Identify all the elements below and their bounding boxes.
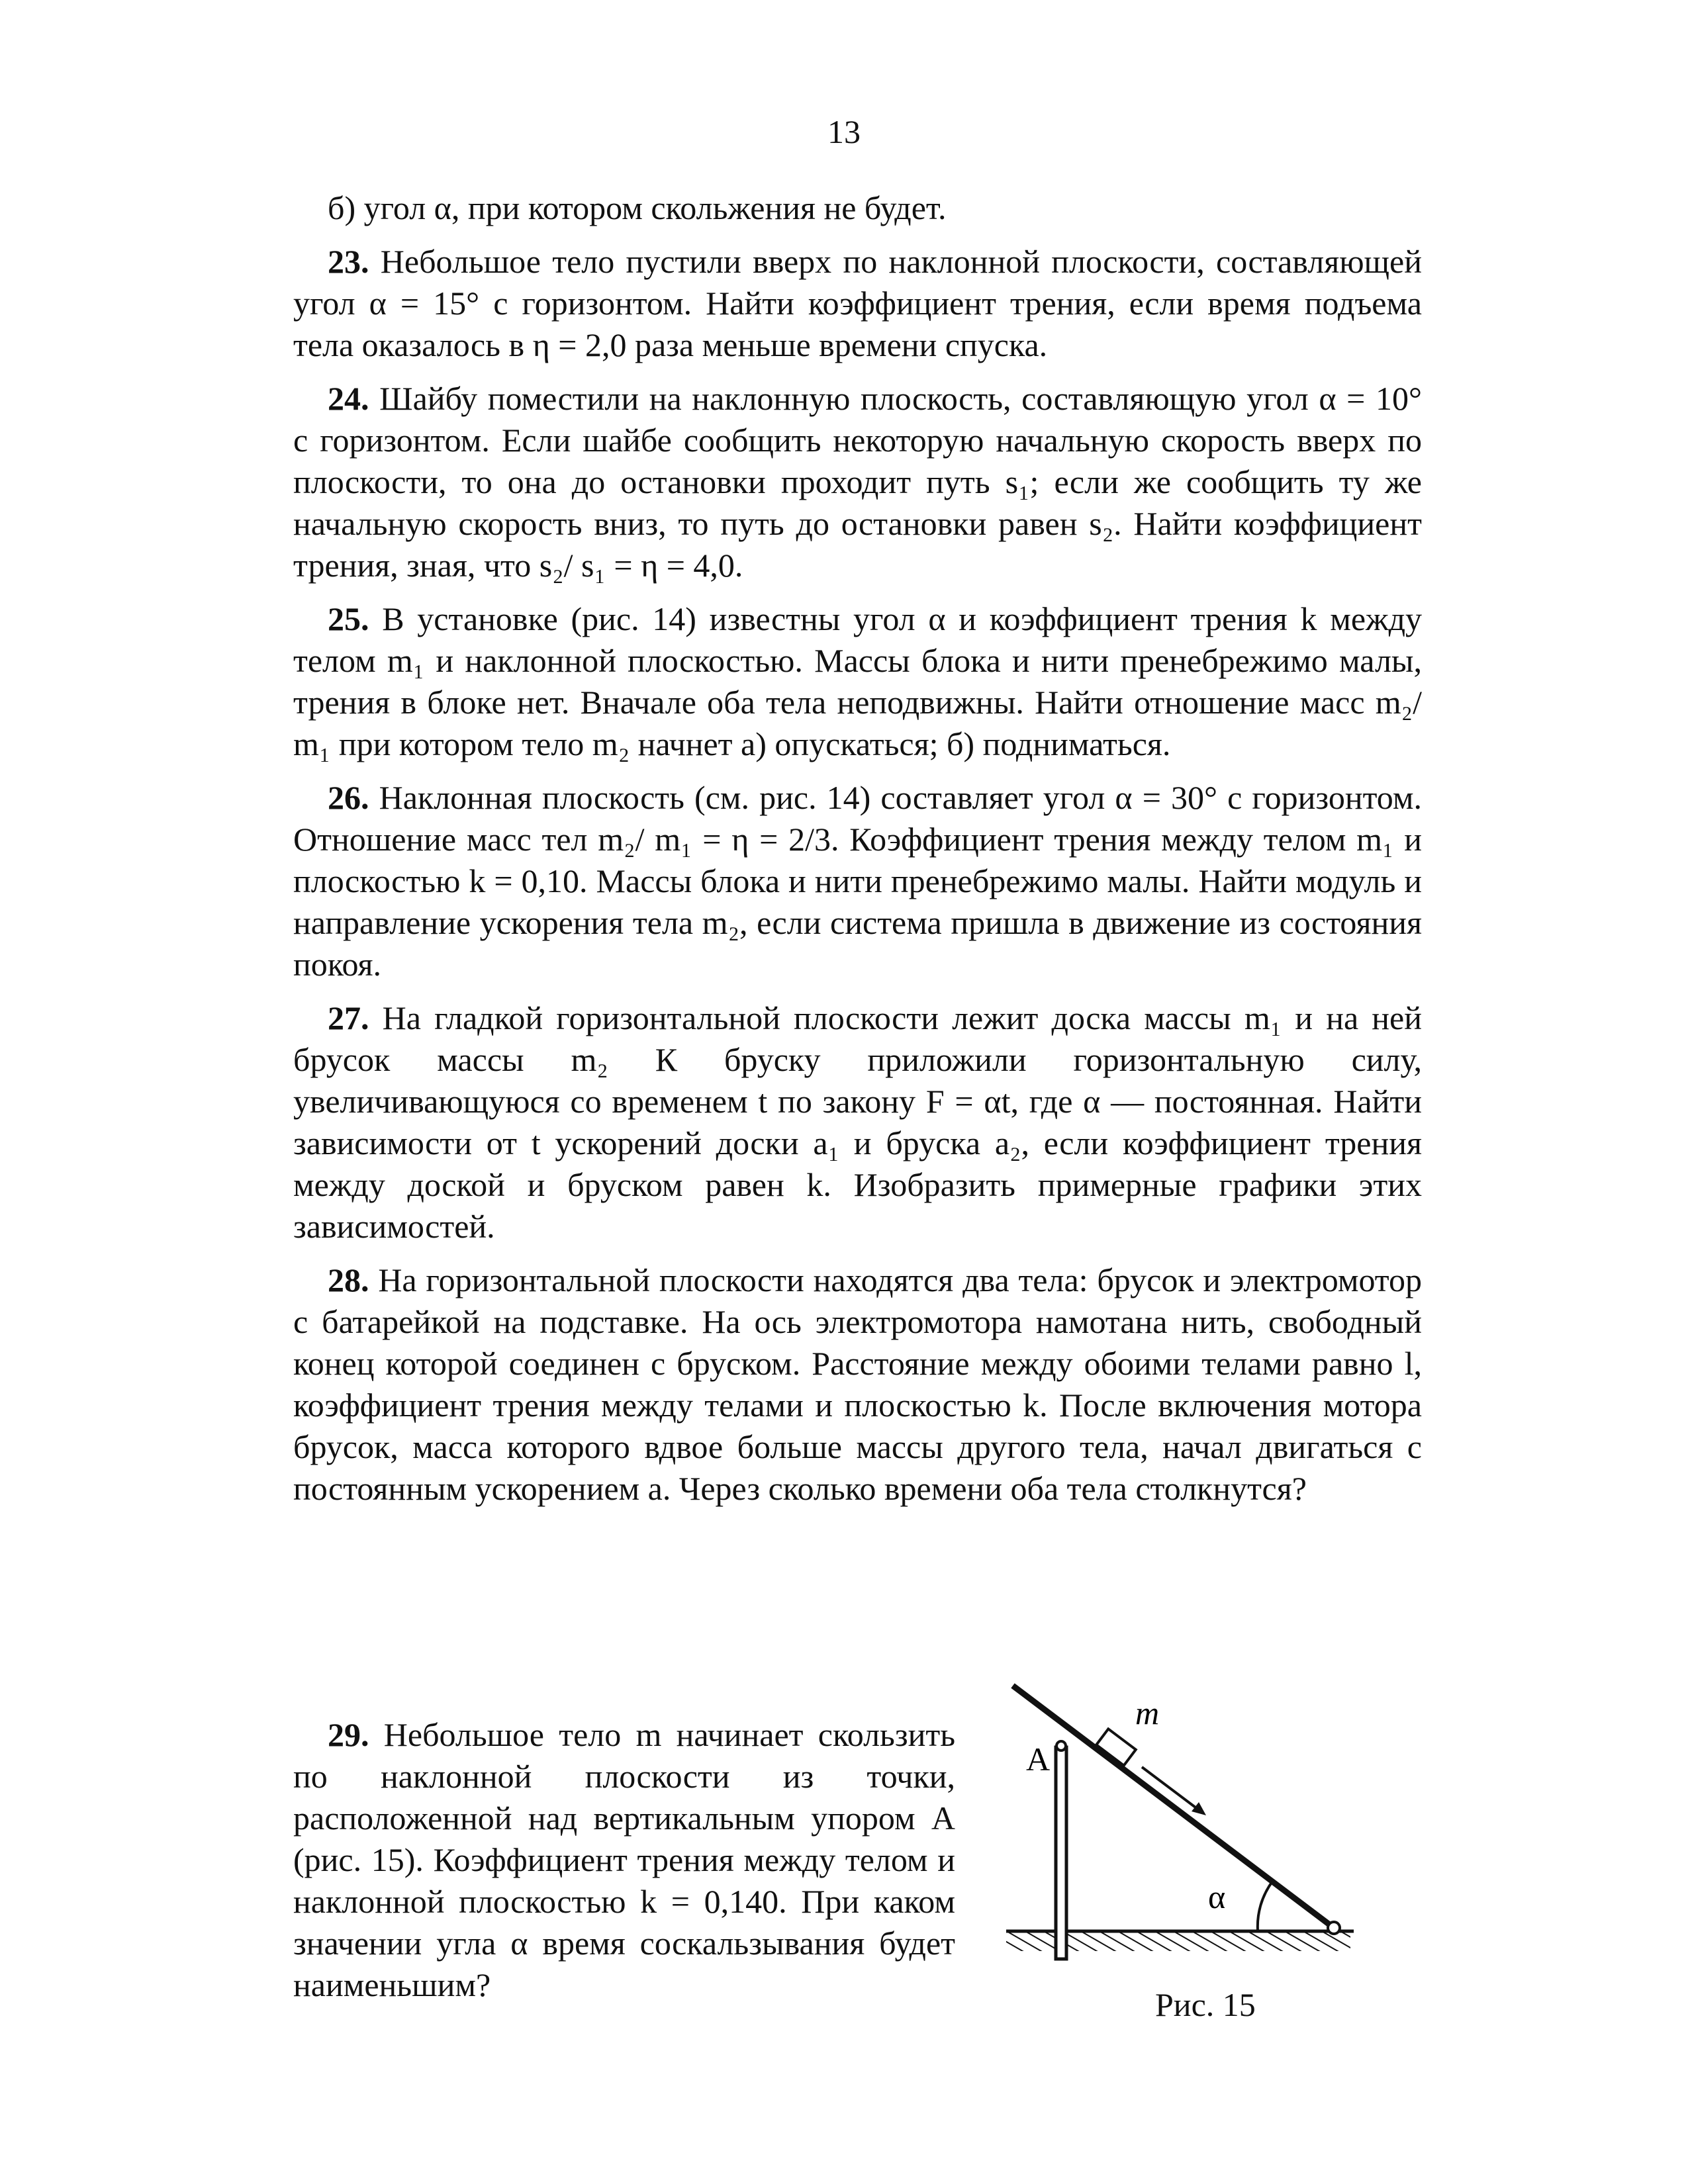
problem-27-number: 27. <box>328 999 369 1036</box>
problem-28-number: 28. <box>328 1261 369 1298</box>
vertical-stop <box>1056 1747 1066 1959</box>
point-a-marker <box>1056 1741 1066 1751</box>
problem-29 <box>293 1714 955 2006</box>
problem-26-number: 26. <box>328 779 369 816</box>
problem-25-text: В установке (рис. 14) известны угол α и коэффициент трения k между телом m₁ и наклонной плоскостью. Массы блока и нити пренебрежимо малы, трения в блоке нет. Вначале оба тела неподвижны. Найти отношение масс m₂/ m₁ при котором тело m₂ начнет а) опускаться; б) подниматься. <box>293 600 1423 762</box>
problem-27 <box>293 997 1422 1248</box>
problem-24-number: 24. <box>328 380 369 417</box>
problem-25-number: 25. <box>328 600 369 637</box>
problem-28-text: На горизонтальной плоскости находятся два тела: брусок и электромотор с батарейкой на подставке. На ось электромотора намотана нить, свободный конец которой соединен с бруском. Расстояние между обоими телами равно l, коэффициент трения между телами и плоскостью k. После включения мотора брусок, масса которого вдвое больше массы другого тела, начал двигаться с постоянным ускорением a. Через сколько времени оба тела столкнутся? <box>293 1261 1422 1507</box>
pivot-point <box>1328 1922 1340 1934</box>
problem-28 <box>293 1259 1422 1510</box>
label-alpha: α <box>1208 1878 1226 1915</box>
problem-29-text: Небольшое тело m начинает скользить по наклонной плоскости из точки, расположенной над вертикальным упором A (рис. 15). Коэффициент трения между телом и наклонной плоскостью k = 0,140. При каком значении угла α время соскальзывания будет наименьшим? <box>293 1716 956 2003</box>
problem-23 <box>293 241 1422 366</box>
problem-29-number: 29. <box>328 1716 369 1753</box>
problem-26 <box>293 777 1422 985</box>
figure-15-diagram <box>1000 1671 1370 2028</box>
motion-arrowhead <box>1192 1802 1206 1815</box>
label-m: m <box>1135 1694 1160 1731</box>
page-number: 13 <box>827 113 861 150</box>
problem-27-text: На гладкой горизонтальной плоскости лежит доска массы m₁ и на ней брусок массы m₂ К бруску приложили горизонтальную силу, увеличивающуюся со временем t по закону F = αt, где α — постоянная. Найти зависимости от t ускорений доски a₁ и бруска a₂, если коэффициент трения между доской и бруском равен k. Изобразить примерные графики этих зависимостей. <box>293 999 1422 1245</box>
problem-24-text: Шайбу поместили на наклонную плоскость, составляющую угол α = 10° с горизонтом. Если шайбе сообщить некоторую начальную скорость вверх по плоскости, то она до остановки проходит путь s₁; если же сообщить ту же начальную скорость вниз, то путь до остановки равен s₂. Найти коэффициент трения, зная, что s₂/ s₁ = η = 4,0. <box>293 380 1423 584</box>
problem-22-tail: б) угол α, при котором скольжения не будет. <box>328 189 947 226</box>
problem-23-text: Небольшое тело пустили вверх по наклонной плоскости, составляющей угол α = 15° с горизонтом. Найти коэффициент трения, если время подъема тела оказалось в η = 2,0 раза меньше времени спуска. <box>293 243 1422 363</box>
angle-arc <box>1258 1882 1272 1931</box>
block-m <box>1096 1729 1136 1765</box>
problem-23-number: 23. <box>328 243 369 280</box>
problem-25 <box>293 598 1422 765</box>
problem-26-text: Наклонная плоскость (см. рис. 14) составляет угол α = 30° с горизонтом. Отношение масс тел m₂/ m₁ = η = 2/3. Коэффициент трения между телом m₁ и плоскостью k = 0,10. Массы блока и нити пренебрежимо малы. Найти модуль и направление ускорения тела m₂, если система пришла в движение из состояния покоя. <box>293 779 1422 983</box>
figure-caption: Рис. 15 <box>1155 1986 1256 2023</box>
problem-24 <box>293 378 1422 586</box>
problems-column <box>293 187 1422 1522</box>
label-a: A <box>1026 1741 1051 1778</box>
